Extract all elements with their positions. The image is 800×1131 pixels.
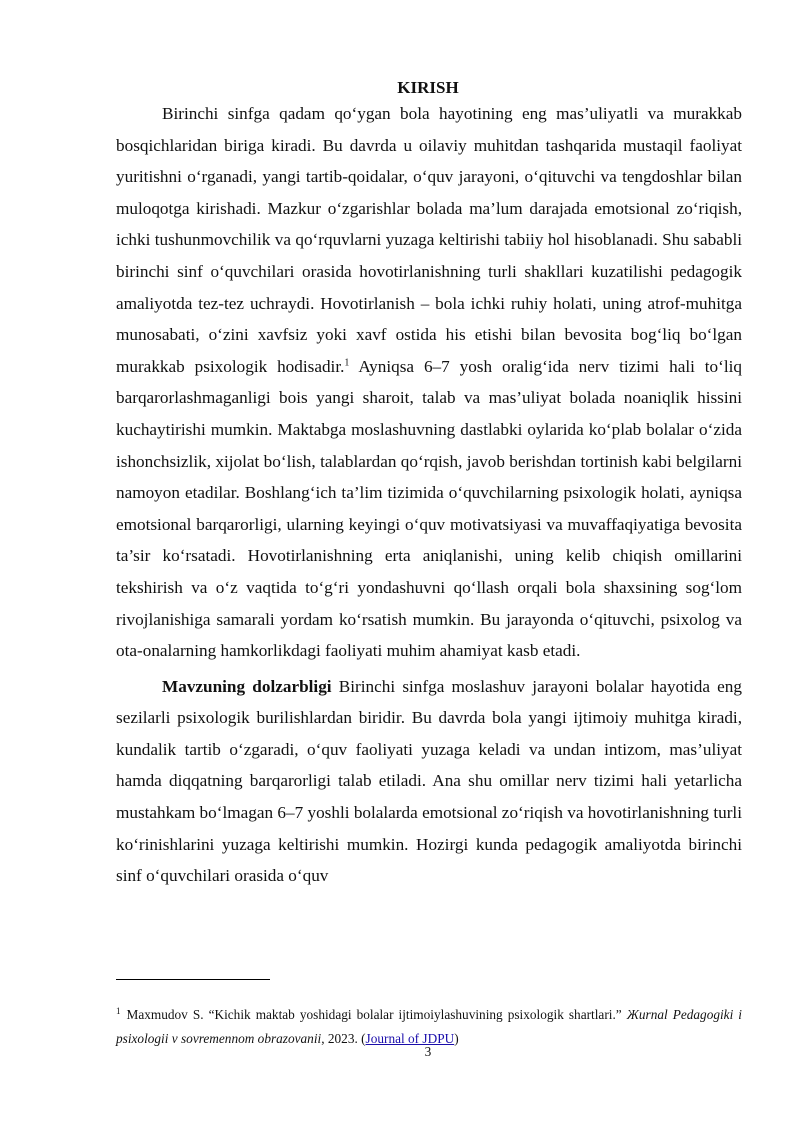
relevance-text: Birinchi sinfga moslashuv jarayoni bolalar hayotida eng sezilarli psixologik burilishlardan biridir. Bu davrda bola yangi ijtimoiy muhitga kiradi, kundalik tartib o‘zgaradi, o‘quv faoliyati yuzaga keladi va undan intizom, mas’uliyat hamda diqqatning barqarorligi talab etiladi. Ana shu omillar nerv tizimi hali yetarlicha mustahkam bo‘lmagan 6–7 yoshli bolalarda emotsional zo‘riqish va hovotirlanishning turli ko‘rinishlarini yuzaga keltirishi mumkin. Hozirgi kunda pedagogik amaliyotda birinchi sinf o‘quvchilari orasida o‘quv (116, 676, 742, 886)
paragraph-relevance (116, 671, 742, 892)
relevance-lead: Mavzuning dolzarbligi (162, 676, 332, 696)
footnote-journal: Жurnal Pedagogiki i psixologii v sovremennom obrazovanii (116, 1007, 742, 1046)
paragraph-intro (116, 98, 742, 667)
body-text (116, 98, 742, 892)
paragraph-intro-text-b: Ayniqsa 6–7 yosh oralig‘ida nerv tizimi hali to‘liq barqarorlashmaganligi bois yangi sharoit, talab va mas’uliyat bolada noaniqlik hissini kuchaytirishi mumkin. Maktabga moslashuvning dastlabki oylarida ko‘plab bolalar o‘zida ishonchsizlik, xijolat bo‘lish, talablardan qo‘rqish, javob berishdan tortinish kabi belgilarni namoyon etadilar. Boshlang‘ich ta’lim tizimida o‘quvchilarning psixologik holati, ayniqsa emotsional barqarorligi, ularning keyingi o‘quv motivatsiyasi va muvaffaqiyatiga bevosita ta’sir ko‘rsatadi. Hovotirlanishning erta aniqlanishi, uning kelib chiqish omillarini tekshirish va o‘z vaqtida to‘g‘ri yondashuvni qo‘llash orqali bola shaxsining sog‘lom rivojlanishiga samarali yordam ko‘rsatish mumkin. Bu jarayonda o‘qituvchi, psixolog va ota-onalarning hamkorlikdagi faoliyati muhim ahamiyat kasb etadi. (116, 356, 742, 661)
page-number: 3 (424, 1044, 432, 1059)
footnote-year: , 2023. ( (321, 1031, 366, 1046)
paragraph-intro-text-a: Birinchi sinfga qadam qo‘ygan bola hayotining eng mas’uliyatli va murakkab bosqichlaridan biriga kiradi. Bu davrda u oilaviy muhitdan tashqarida mustaqil faoliyat yuritishni o‘rganadi, yangi tartib-qoidalar, o‘quv jarayoni, o‘qituvchi va tengdoshlar bilan muloqotga kirishadi. Mazkur o‘zgarishlar bolada ma’lum darajada emotsional zo‘riqish, ichki tushunmovchilik va qo‘rquvlarni yuzaga keltirishi tabiiy hol hisoblanadi. Shu sababli birinchi sinf o‘quvchilari orasida hovotirlanishning turli shakllari kuzatilishi pedagogik amaliyotda tez-tez uchraydi. Hovotirlanish – bola ichki ruhiy holati, uning atrof-muhitga munosabati, o‘zini xavfsiz yoki xavf ostida his etishi bilan bevosita bog‘liq bo‘lgan murakkab psixologik hodisadir. (116, 104, 742, 376)
footnote-text: Maxmudov S. “Kichik maktab yoshidagi bolalar ijtimoiylashuvining psixologik shartlari.” (126, 1007, 627, 1022)
footnote-separator (116, 979, 270, 980)
footnote-reference[interactable]: 1 (344, 357, 350, 369)
footnote-mark: 1 (116, 1005, 121, 1016)
footnote-close: ) (454, 1031, 459, 1046)
section-heading: KIRISH (397, 78, 459, 97)
footnote-link[interactable]: Journal of JDPU (365, 1031, 455, 1046)
